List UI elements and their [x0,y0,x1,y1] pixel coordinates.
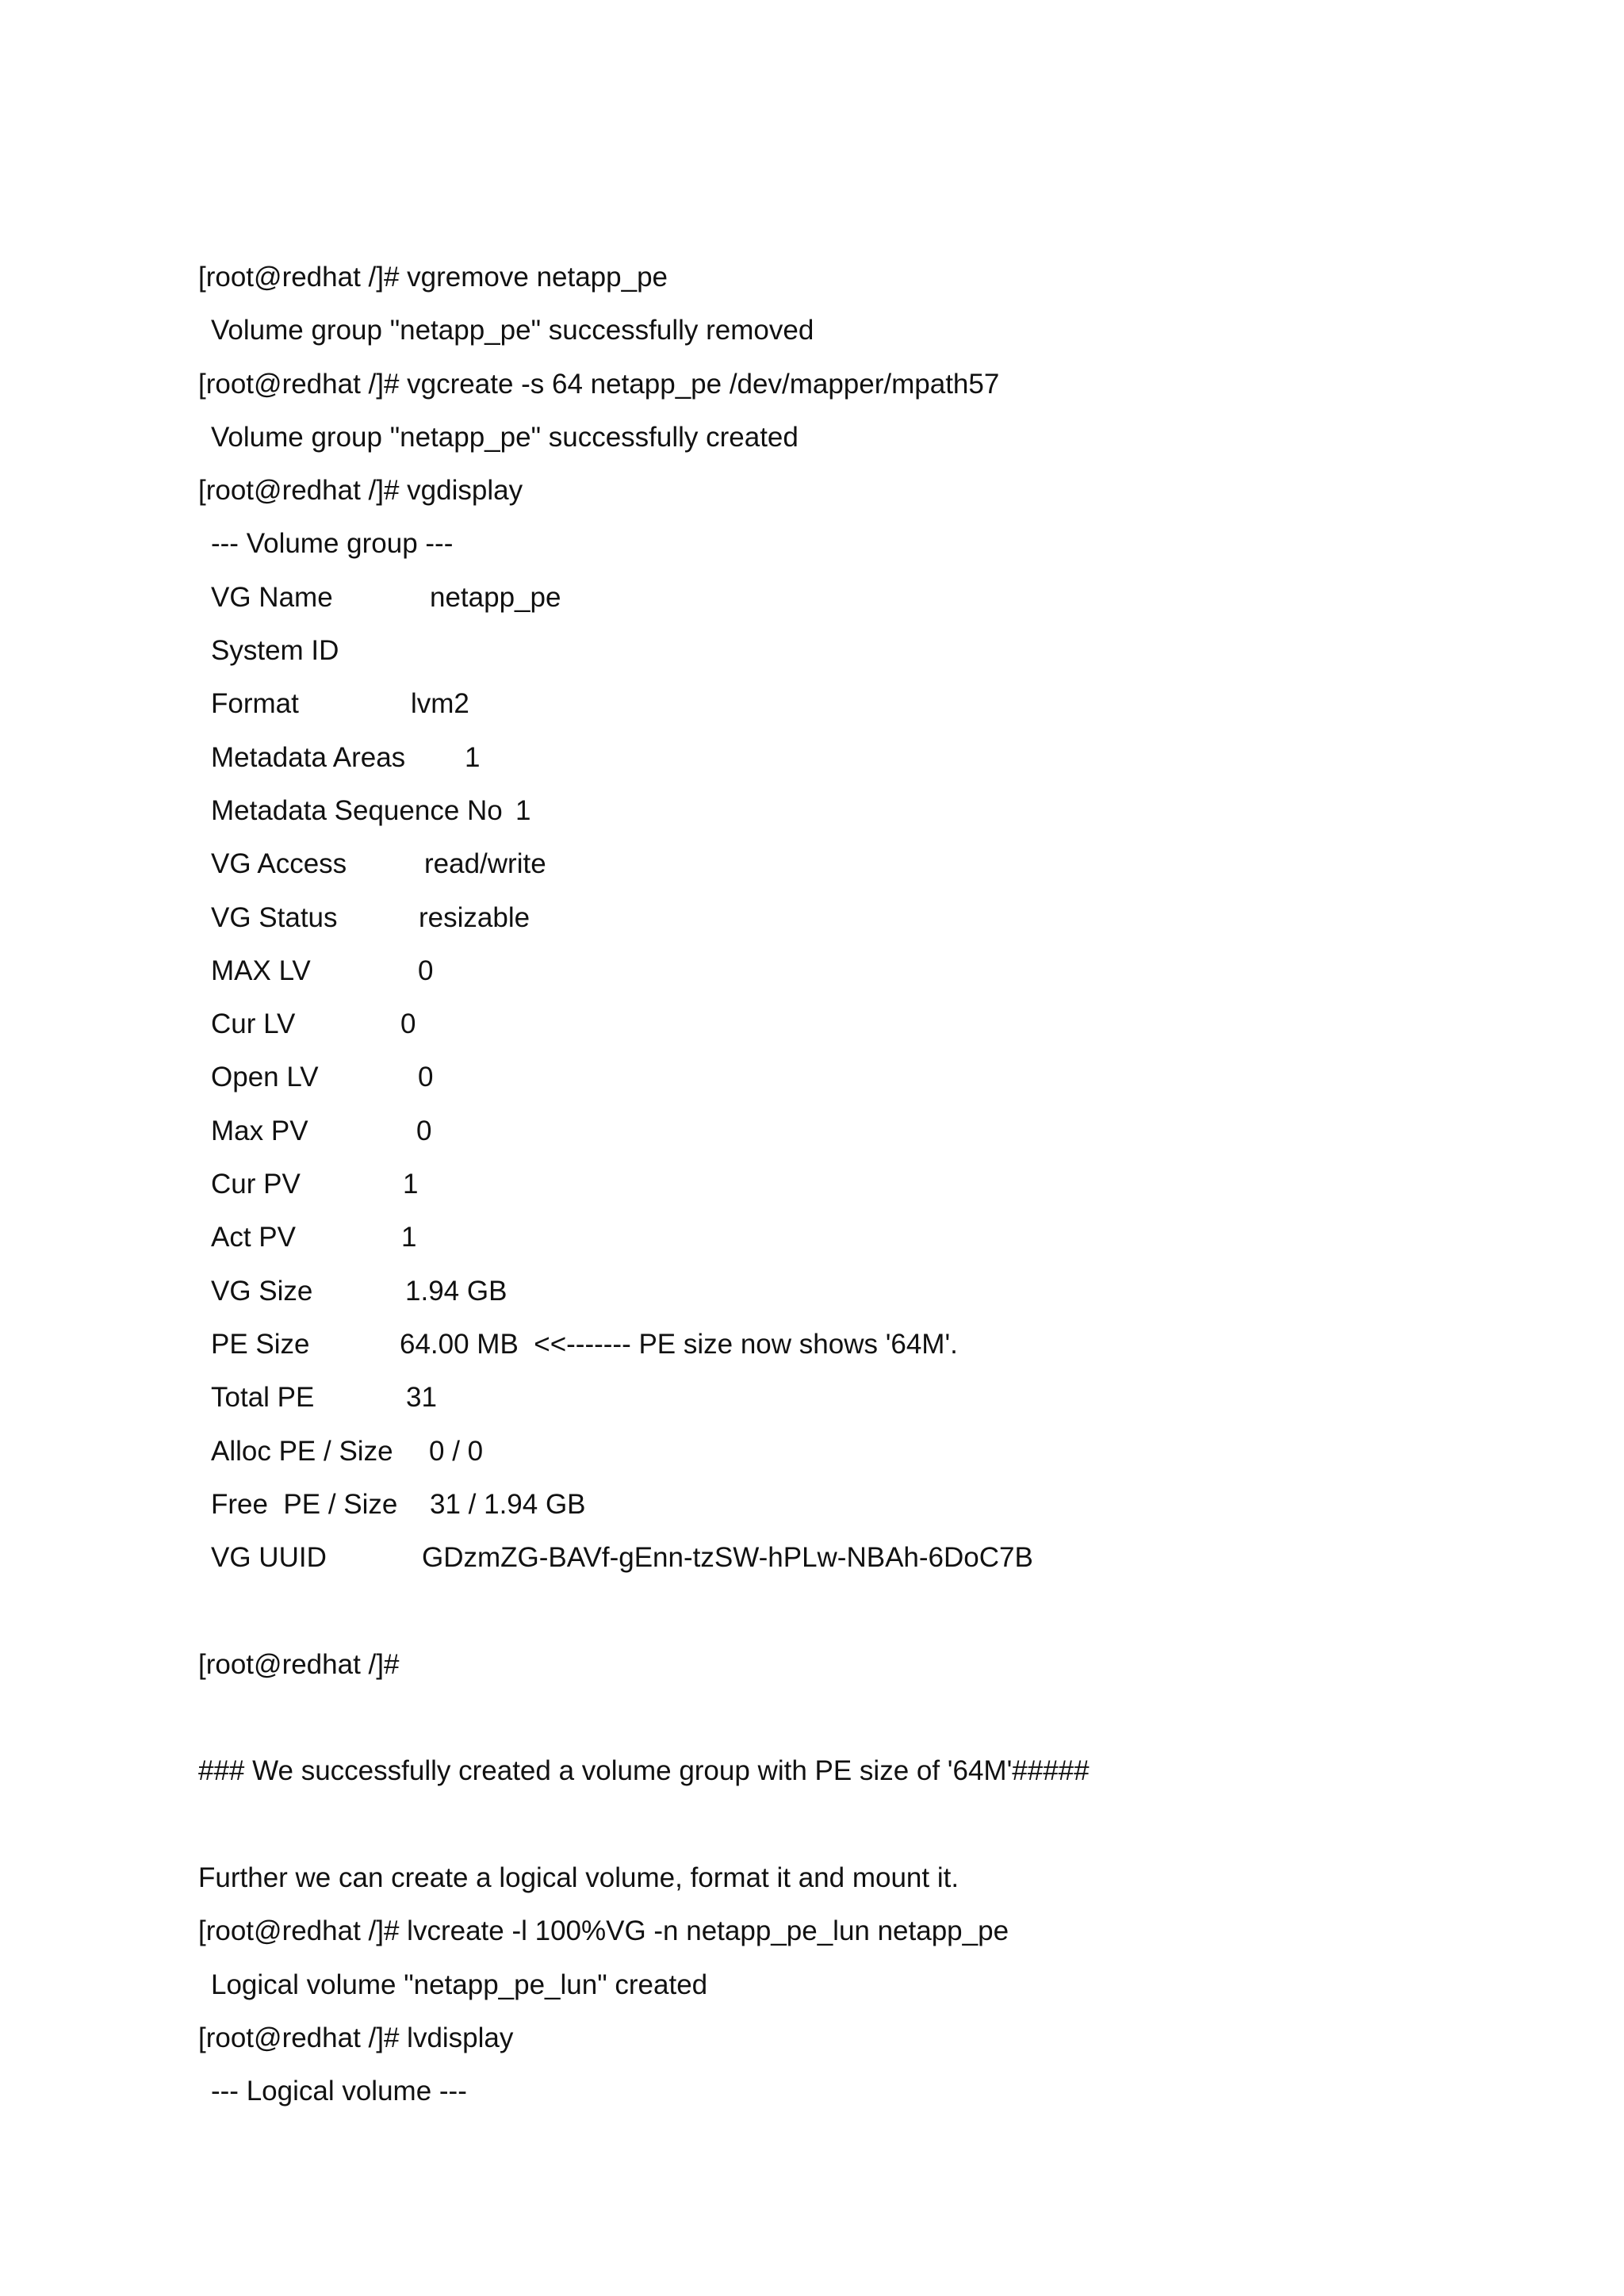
vg-field-value: read/write [424,848,546,880]
output-vg-created: Volume group "netapp_pe" successfully created [211,421,799,453]
vg-field-row [198,1104,1467,1158]
vg-field-row [198,1050,1467,1104]
vg-field-row [198,1211,1467,1264]
vg-field-row [198,624,1467,677]
command-vgdisplay: [root@redhat /]# vgdisplay [198,475,523,507]
output-vg-removed: Volume group "netapp_pe" successfully removed [211,315,814,346]
vg-field-row [198,1158,1467,1211]
vg-field-label: System ID [211,635,339,667]
vg-field-label: Open LV [211,1062,319,1093]
blank-line [198,1691,1467,1744]
note-further: Further we can create a logical volume, format it and mount it. [198,1862,959,1893]
command-lvcreate: [root@redhat /]# lvcreate -l 100%VG -n netapp_pe_lun netapp_pe [198,1915,1009,1947]
command-vgcreate: [root@redhat /]# vgcreate -s 64 netapp_pe /dev/mapper/mpath57 [198,368,1000,400]
vg-field-value: netapp_pe [430,581,561,613]
vg-field-value: 1 [401,1222,417,1253]
prompt-line: [root@redhat /]# [198,1648,400,1680]
vg-field-row [198,1371,1467,1424]
vg-field-value: lvm2 [411,688,469,720]
command-lvdisplay: [root@redhat /]# lvdisplay [198,2022,514,2053]
vg-field-row [198,1531,1467,1584]
vg-field-value: 31 / 1.94 GB [430,1488,586,1520]
vg-field-value: 0 [416,1115,432,1146]
vg-field-label: Metadata Sequence No [211,794,503,826]
vg-field-label: Alloc PE / Size [211,1435,393,1467]
vg-field-value: GDzmZG-BAVf-gEnn-tzSW-hPLw-NBAh-6DoC7B [422,1542,1033,1574]
vg-field-row [198,1265,1467,1318]
terminal-transcript [198,251,1467,2118]
vg-field-value: 1.94 GB [405,1275,508,1307]
vg-field-label: Cur LV [211,1008,296,1040]
vg-field-value: 31 [406,1382,437,1414]
vg-field-value: 64.00 MB <<------- PE size now shows '64M'. [400,1328,958,1360]
blank-line [198,1798,1467,1851]
vg-field-row [198,784,1467,837]
vg-field-value: 1 [403,1169,419,1200]
vg-field-label: VG UUID [211,1542,327,1574]
vg-field-label: Total PE [211,1382,315,1414]
blank-line [198,1584,1467,1637]
vg-field-row [198,571,1467,624]
vg-field-label: Metadata Areas [211,741,406,773]
vg-field-label: MAX LV [211,955,311,986]
output-lv-created: Logical volume "netapp_pe_lun" created [211,1969,708,2000]
vg-field-label: Cur PV [211,1169,301,1200]
vg-field-value: 0 / 0 [429,1435,484,1467]
vg-field-row [198,837,1467,890]
vg-field-label: VG Access [211,848,347,880]
vg-field-row-pe-size [198,1318,1467,1371]
vg-field-label: PE Size [211,1328,310,1360]
vg-field-row [198,997,1467,1050]
vg-field-value: 0 [400,1008,416,1040]
vg-field-row [198,677,1467,730]
vg-field-value: 0 [418,955,434,986]
vg-field-label: Act PV [211,1222,296,1253]
vg-field-label: Free PE / Size [211,1488,398,1520]
vg-field-row [198,1425,1467,1478]
lv-section-header: --- Logical volume --- [211,2076,467,2107]
vg-field-label: Max PV [211,1115,308,1146]
command-vgremove: [root@redhat /]# vgremove netapp_pe [198,262,668,293]
vg-section-header: --- Volume group --- [211,528,454,560]
vg-field-value: 1 [515,794,531,826]
vg-field-label: VG Name [211,581,333,613]
vg-field-row [198,891,1467,944]
vg-field-label: Format [211,688,299,720]
vg-field-row [198,944,1467,997]
vg-field-label: VG Status [211,901,338,933]
vg-field-row [198,1478,1467,1531]
vg-field-value: resizable [419,901,530,933]
vg-field-row [198,731,1467,784]
note-success: ### We successfully created a volume group with PE size of '64M'##### [198,1755,1090,1787]
vg-field-label: VG Size [211,1275,313,1307]
vg-field-value: 0 [418,1062,434,1093]
vg-field-value: 1 [465,741,481,773]
